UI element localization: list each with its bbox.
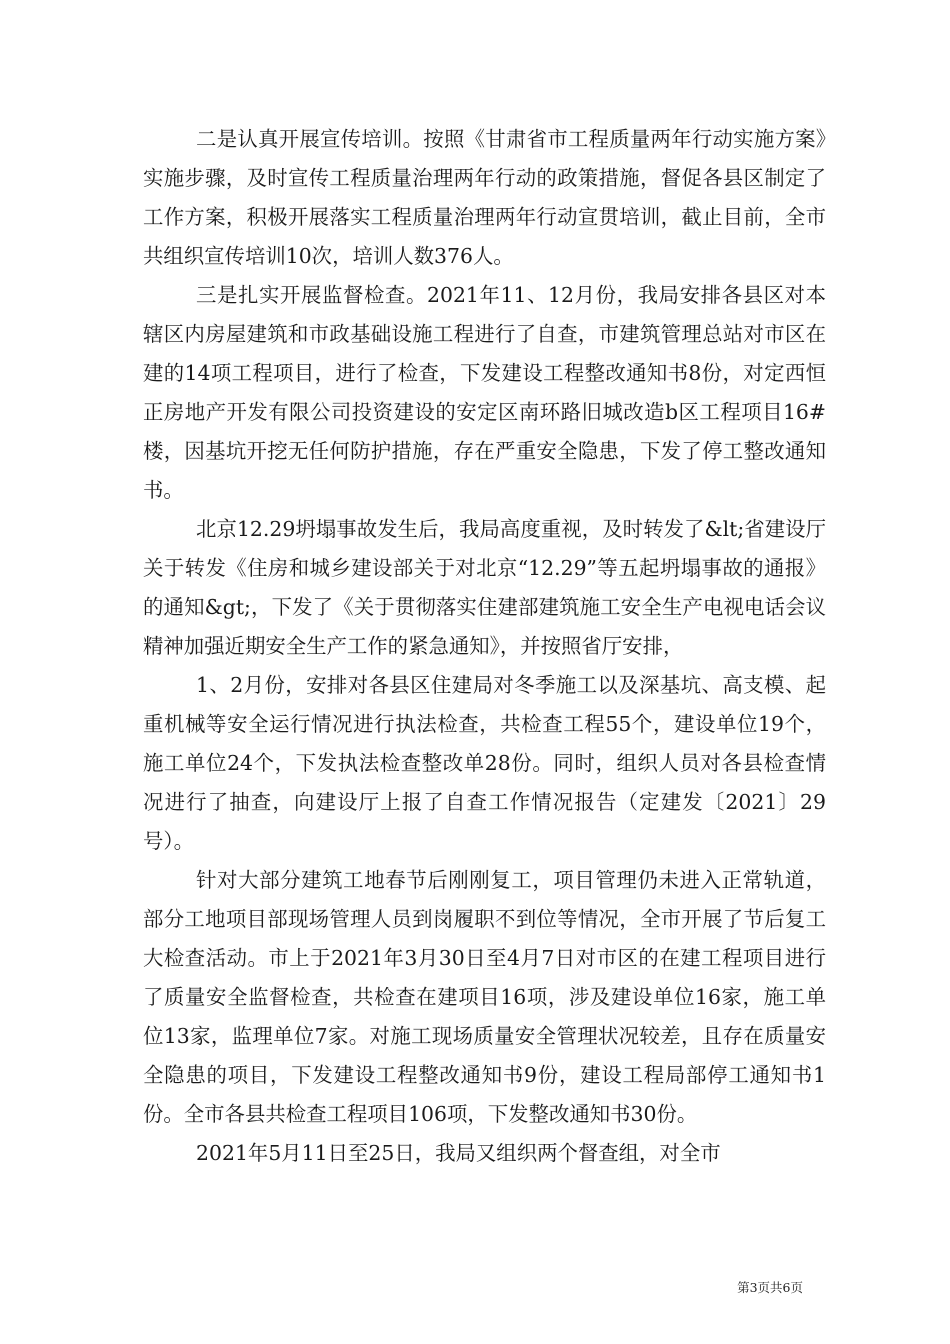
document-body xyxy=(143,120,826,1173)
paragraph-may-inspection: 2021年5月11日至25日，我局又组织两个督查组，对全市 xyxy=(196,1141,721,1165)
paragraph-supervision-inspection: 三是扎实开展监督检查。2021年11、12月份，我局安排各县区对本辖区内房屋建筑和市政基础设施工程进行了自查，市建筑管理总站对市区在建的14项工程项目，进行了检查，下发建设工程整改通知书8份，对定西恒正房地产开发有限公司投资建设的安定区南环路旧城改造b区工程项目16#楼，因基坑开挖无任何防护措施，存在严重安全隐患，下发了停工整改通知书。 xyxy=(143,283,826,502)
page-number: 第3页共6页 xyxy=(737,1280,803,1295)
paragraph-winter-construction-inspection: 1、2月份，安排对各县区住建局对冬季施工以及深基坑、高支模、起重机械等安全运行情况进行执法检查，共检查工程55个，建设单位19个，施工单位24个，下发执法检查整改单28份。同时，组织人员对各县检查情况进行了抽查，向建设厅上报了自查工作情况报告（定建发〔2021〕29号）。 xyxy=(143,673,826,853)
paragraph-publicity-training: 二是认真开展宣传培训。按照《甘肃省市工程质量两年行动实施方案》实施步骤，及时宣传工程质量治理两年行动的政策措施，督促各县区制定了工作方案，积极开展落实工程质量治理两年行动宣贯培训，截止目前，全市共组织宣传培训10次，培训人数376人。 xyxy=(143,127,826,268)
paragraph-beijing-collapse-response: 北京12.29坍塌事故发生后，我局高度重视，及时转发了&lt;省建设厅关于转发《住房和城乡建设部关于对北京“12.29”等五起坍塌事故的通报》的通知&gt;，下发了《关于贯彻落实住建部建筑施工安全生产电视电话会议精神加强近期安全生产工作的紧急通知》，并按照省厅安排， xyxy=(143,517,826,658)
paragraph-post-holiday-inspection: 针对大部分建筑工地春节后刚刚复工，项目管理仍未进入正常轨道，部分工地项目部现场管理人员到岗履职不到位等情况，全市开展了节后复工大检查活动。市上于2021年3月30日至4月7日对市区的在建工程项目进行了质量安全监督检查，共检查在建项目16项，涉及建设单位16家，施工单位13家，监理单位7家。对施工现场质量安全管理状况较差，且存在质量安全隐患的项目，下发建设工程整改通知书9份，建设工程局部停工通知书1份。全市各县共检查工程项目106项，下发整改通知书30份。 xyxy=(143,868,826,1126)
